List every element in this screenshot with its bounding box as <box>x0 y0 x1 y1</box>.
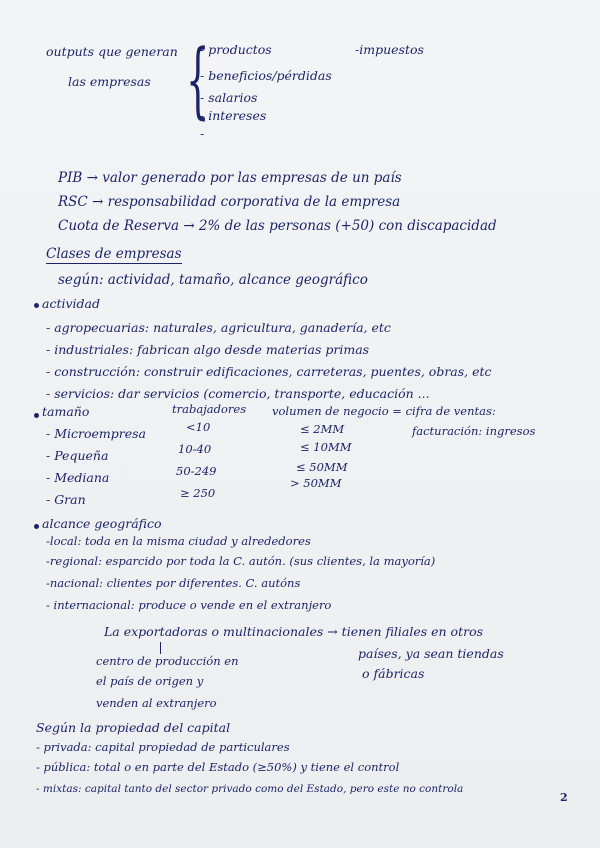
section-title-actividad: actividad <box>42 296 100 311</box>
definition-rsc: RSC → responsabilidad corporativa de la empresa <box>58 194 401 210</box>
tamano-row-volumen: ≤ 10MM <box>300 440 352 454</box>
actividad-item: - industriales: fabrican algo desde materias primas <box>46 342 370 357</box>
output-item: - intereses <box>200 108 267 123</box>
left-note-line: centro de producción en <box>96 654 239 668</box>
tamano-row-trabajadores: 10-40 <box>178 442 212 456</box>
definition-cuota: Cuota de Reserva → 2% de las personas (+50) con discapacidad <box>58 218 497 234</box>
tamano-row-trabajadores: <10 <box>186 420 211 434</box>
alcance-item: -local: toda en la misma ciudad y alrededores <box>46 534 311 548</box>
tamano-row-label: - Microempresa <box>46 426 146 441</box>
tamano-row-label: - Gran <box>46 492 86 507</box>
actividad-item: - servicios: dar servicios (comercio, transporte, educación ... <box>46 386 430 401</box>
bullet-icon <box>34 413 39 418</box>
output-item: - <box>200 126 205 141</box>
propiedad-item: - pública: total o en parte del Estado (≥50%) y tiene el control <box>36 760 400 774</box>
actividad-item: - agropecuarias: naturales, agricultura, ganadería, etc <box>46 320 391 335</box>
output-item: - productos <box>200 42 272 57</box>
column-header-trabajadores: trabajadores <box>172 402 247 416</box>
tamano-row-volumen: ≤ 50MM <box>296 460 348 474</box>
tamano-row-trabajadores: 50-249 <box>176 464 217 478</box>
section-title-clases: Clases de empresas <box>46 246 182 262</box>
tamano-row-volumen: ≤ 2MM <box>300 422 345 436</box>
column-header-volumen: volumen de negocio = cifra de ventas: <box>272 404 496 418</box>
output-item: - beneficios/pérdidas <box>200 68 332 83</box>
actividad-item: - construcción: construir edificaciones, carreteras, puentes, obras, etc <box>46 364 492 379</box>
definition-pib: PIB → valor generado por las empresas de un país <box>58 170 402 186</box>
section-title-alcance: alcance geográfico <box>42 516 162 531</box>
section-title-tamano: tamaño <box>42 404 90 419</box>
down-arrow-icon <box>160 642 161 654</box>
right-note-line: o fábricas <box>362 666 425 681</box>
right-note-line: países, ya sean tiendas <box>358 646 504 661</box>
section-title-propiedad: Según la propiedad del capital <box>36 720 231 735</box>
bullet-icon <box>34 303 39 308</box>
outputs-label-line1: outputs que generan <box>46 44 178 59</box>
propiedad-item: - mixtas: capital tanto del sector privado como del Estado, pero este no controla <box>36 783 464 795</box>
clases-criteria: según: actividad, tamaño, alcance geográfico <box>58 272 368 288</box>
propiedad-item: - privada: capital propiedad de particulares <box>36 740 290 754</box>
output-side-note: -impuestos <box>355 42 424 57</box>
tamano-row-label: - Pequeña <box>46 448 109 463</box>
exportadoras-line: La exportadoras o multinacionales → tienen filiales en otros <box>104 624 484 639</box>
left-note-line: venden al extranjero <box>96 696 217 710</box>
bullet-icon <box>34 524 39 529</box>
alcance-item: -nacional: clientes por diferentes. C. autóns <box>46 576 301 590</box>
facturacion-note: facturación: ingresos <box>412 424 536 438</box>
curly-brace-icon: { <box>186 33 210 128</box>
alcance-item: - internacional: produce o vende en el extranjero <box>46 598 332 612</box>
left-note-line: el país de origen y <box>96 674 204 688</box>
tamano-row-volumen: > 50MM <box>290 476 342 490</box>
alcance-item: -regional: esparcido por toda la C. autón. (sus clientes, la mayoría) <box>46 554 436 568</box>
page-number: 2 <box>560 791 568 804</box>
outputs-label-line2: las empresas <box>68 74 151 89</box>
tamano-row-trabajadores: ≥ 250 <box>180 486 216 500</box>
tamano-row-label: - Mediana <box>46 470 110 485</box>
output-item: - salarios <box>200 90 258 105</box>
